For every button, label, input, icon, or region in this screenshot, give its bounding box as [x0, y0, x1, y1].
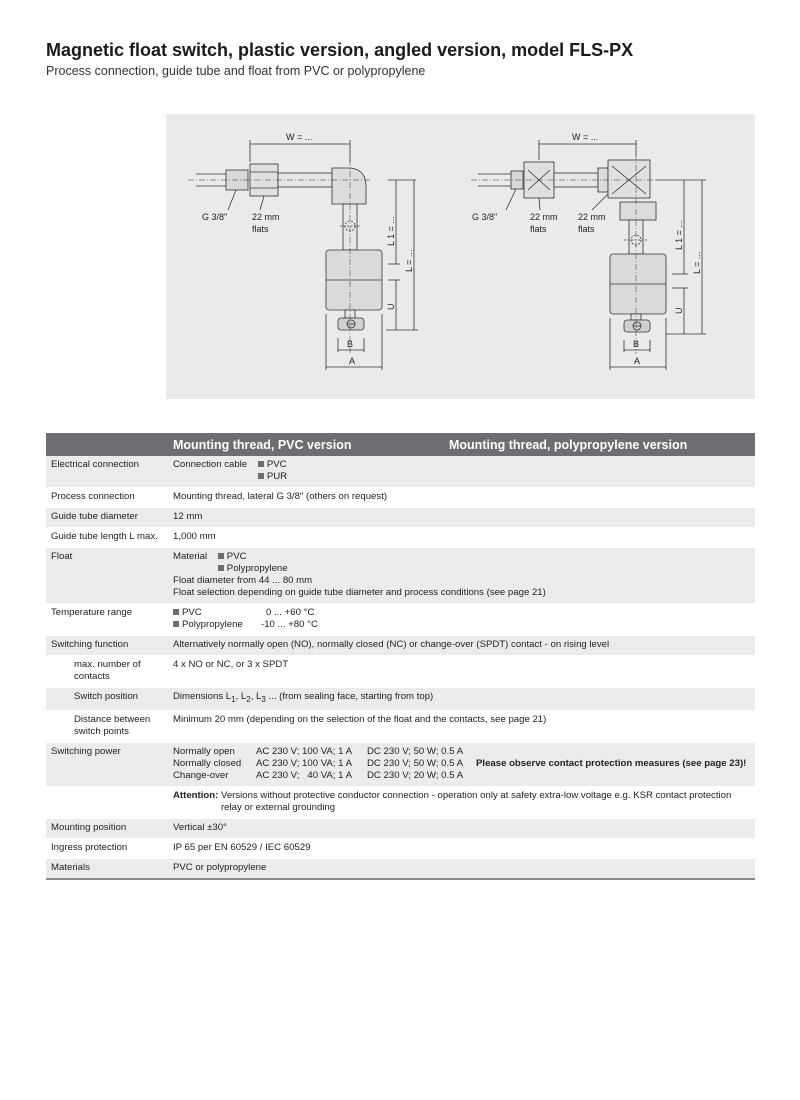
table-row — [46, 636, 755, 656]
float-opt-pp: Polypropylene — [226, 563, 288, 574]
electrical-opt-pur: PUR — [266, 471, 288, 482]
row-value-switching-function: Alternatively normally open (NO), normally closed (NC) or change-over (SPDT) contact - on rising level — [173, 636, 755, 656]
row-value-process: Mounting thread, lateral G 3/8" (others on request) — [173, 488, 755, 508]
float-options — [210, 551, 288, 575]
row-label-materials: Materials — [46, 858, 173, 879]
row-label-attention-blank — [46, 786, 173, 818]
power-note: Please observe contact protection measures (see page 23)! — [476, 757, 747, 769]
power-ac-no: AC 230 V; 100 VA; 1 A — [256, 745, 352, 757]
table-row — [46, 456, 755, 488]
electrical-text: Connection cable — [173, 459, 248, 470]
temp-pvc-value: 0 ... +60 °C — [266, 607, 315, 618]
table-row — [46, 818, 755, 838]
table-row — [46, 508, 755, 528]
table-header-pvc: Mounting thread, PVC version — [173, 433, 449, 456]
technical-drawing-svg — [166, 114, 755, 399]
left-b-label: B — [347, 339, 354, 349]
distance-label-2: switch points — [74, 725, 129, 737]
specification-table — [46, 433, 755, 880]
right-flats-label-2: flats — [530, 224, 547, 234]
table-row — [46, 742, 755, 786]
temp-pvc-name: PVC — [182, 607, 202, 618]
row-label-guide-length: Guide tube length L max. — [46, 528, 173, 548]
float-selection-text: Float selection depending on guide tube diameter and process conditions (see page 21) — [173, 587, 546, 598]
electrical-options — [250, 459, 287, 483]
row-value-temperature — [173, 604, 755, 636]
attention-text: Versions without protective conductor connection - operation only at safety extra-low voltage e.g. KSR contact protection relay or external grounding — [220, 789, 732, 813]
power-dc-no: DC 230 V; 50 W; 0.5 A — [367, 745, 463, 757]
temp-pp-name: Polypropylene — [182, 619, 243, 630]
row-value-distance: Minimum 20 mm (depending on the selection of the float and the contacts, see page 21) — [173, 710, 755, 742]
row-label-electrical: Electrical connection — [46, 456, 173, 488]
left-flats-label-2: flats — [252, 224, 269, 234]
left-a-label: A — [349, 356, 356, 366]
row-value-guide-diameter: 12 mm — [173, 508, 755, 528]
row-label-switching-function: Switching function — [46, 636, 173, 656]
right-g-label: G 3/8" — [472, 212, 498, 222]
row-label-guide-diameter: Guide tube diameter — [46, 508, 173, 528]
row-value-guide-length: 1,000 mm — [173, 528, 755, 548]
row-label-float: Float — [46, 548, 173, 604]
right-b-label: B — [633, 339, 640, 349]
table-row — [46, 528, 755, 548]
power-dc-nc: DC 230 V; 50 W; 0.5 A — [367, 757, 463, 769]
power-name-nc: Normally closed — [173, 757, 242, 769]
table-row — [46, 838, 755, 858]
left-l-label: L = ... — [404, 249, 414, 272]
right-drawing — [471, 140, 706, 370]
bullet-square-icon — [218, 553, 224, 559]
power-ac — [256, 746, 367, 782]
row-value-ingress: IP 65 per EN 60529 / IEC 60529 — [173, 838, 755, 858]
power-ac-co: AC 230 V; 40 VA; 1 A — [256, 769, 352, 781]
max-contacts-label-2: contacts — [74, 671, 110, 682]
right-flats-label: 22 mm — [530, 212, 558, 222]
row-label-max-contacts — [46, 656, 173, 688]
bullet-square-icon — [173, 621, 179, 627]
row-value-attention — [173, 786, 755, 818]
table-row — [46, 710, 755, 742]
float-diameter-text: Float diameter from 44 ... 80 mm — [173, 575, 313, 586]
page-title: Magnetic float switch, plastic version, angled version, model FLS-PX — [46, 40, 634, 60]
right-a-label: A — [634, 356, 641, 366]
table-row — [46, 656, 755, 688]
row-label-ingress: Ingress protection — [46, 838, 173, 858]
row-label-switch-position: Switch position — [46, 688, 173, 711]
right-l1-label: L 1 = ... — [674, 220, 684, 250]
row-label-mounting: Mounting position — [46, 818, 173, 838]
row-label-temperature: Temperature range — [46, 604, 173, 636]
float-material-label: Material — [173, 551, 208, 562]
bullet-square-icon — [218, 565, 224, 571]
switch-pos-sep1: , L — [235, 691, 247, 702]
row-label-switching-power: Switching power — [46, 742, 173, 786]
power-names — [173, 746, 256, 782]
table-row — [46, 688, 755, 711]
left-drawing — [188, 140, 418, 370]
row-label-distance — [46, 710, 173, 742]
right-flats2-label-2: flats — [578, 224, 595, 234]
row-value-float — [173, 548, 755, 604]
left-g-label: G 3/8" — [202, 212, 228, 222]
switch-pos-sep2: , L — [250, 691, 262, 702]
table-row — [46, 604, 755, 636]
temp-pp-value: -10 ... +80 °C — [261, 619, 318, 630]
bullet-square-icon — [258, 473, 264, 479]
table-row — [46, 548, 755, 604]
row-value-mounting: Vertical ±30° — [173, 818, 755, 838]
right-l-label: L = ... — [692, 251, 702, 274]
table-row — [46, 786, 755, 818]
bullet-square-icon — [173, 609, 179, 615]
table-row — [46, 858, 755, 879]
left-w-label: W = ... — [286, 132, 313, 142]
power-name-co: Change-over — [173, 769, 229, 781]
left-u-label: U — [386, 303, 396, 310]
dimension-drawing — [166, 114, 755, 399]
row-value-switching-power — [173, 742, 755, 786]
row-value-max-contacts: 4 x NO or NC, or 3 x SPDT — [173, 656, 755, 688]
distance-label-1: Distance between — [74, 713, 151, 725]
power-ac-nc: AC 230 V; 100 VA; 1 A — [256, 757, 352, 769]
power-dc-co: DC 230 V; 20 W; 0.5 A — [367, 769, 463, 781]
right-w-label: W = ... — [572, 132, 599, 142]
float-opt-pvc: PVC — [226, 551, 247, 562]
switch-pos-pre: Dimensions L — [173, 691, 232, 702]
switch-pos-sub2: 2 — [246, 694, 251, 704]
table-header-row — [46, 433, 755, 456]
left-l1-label: L 1 = ... — [386, 216, 396, 246]
right-u-label: U — [674, 307, 684, 314]
row-value-electrical — [173, 456, 755, 488]
row-value-switch-position — [173, 688, 755, 711]
max-contacts-label-1: max. number of — [74, 659, 141, 670]
attention-label: Attention: — [173, 789, 219, 801]
row-value-materials: PVC or polypropylene — [173, 858, 755, 879]
table-header-pp: Mounting thread, polypropylene version — [449, 433, 755, 456]
power-dc — [367, 746, 476, 782]
left-flats-label: 22 mm — [252, 212, 280, 222]
table-header-blank — [46, 433, 173, 456]
right-flats2-label: 22 mm — [578, 212, 606, 222]
power-name-no: Normally open — [173, 745, 235, 757]
electrical-opt-pvc: PVC — [266, 459, 287, 470]
page-subtitle: Process connection, guide tube and float from PVC or polypropylene — [46, 64, 426, 78]
table-row — [46, 488, 755, 508]
switch-pos-sub1: 1 — [231, 694, 236, 704]
row-label-process: Process connection — [46, 488, 173, 508]
switch-pos-post: ... (from sealing face, starting from top) — [265, 691, 434, 702]
bullet-square-icon — [258, 461, 264, 467]
switch-pos-sub3: 3 — [261, 694, 266, 704]
